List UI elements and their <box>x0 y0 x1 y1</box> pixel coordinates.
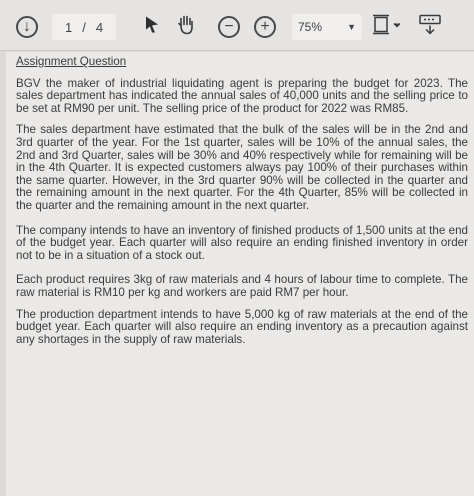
paragraph-budget-intro: BGV the maker of industrial liquidating agent is preparing the budget for 2023. The sales department has indicated the annual sales of 40,000 units and the selling price to be set at RM90 per unit. The selling price of the product for 2022 was RM85. <box>16 76 468 115</box>
paragraph-raw-material-labour: Each product requires 3kg of raw materials and 4 hours of labour time to complete. The raw material is RM10 per kg and workers are paid RM7 per hour. <box>16 273 468 299</box>
zoom-select[interactable] <box>292 14 362 40</box>
hand-pan-icon[interactable] <box>176 14 196 41</box>
download-arrow-icon[interactable]: ↓ <box>16 16 38 38</box>
page-separator: / <box>82 19 86 35</box>
page-total: 4 <box>95 19 104 35</box>
page-indicator[interactable] <box>52 14 116 40</box>
chevron-down-icon: ▼ <box>347 22 356 32</box>
zoom-in-icon[interactable]: + <box>254 16 276 38</box>
page-current[interactable]: 1 <box>64 19 73 35</box>
paragraph-sales-estimate: The sales department have estimated that the bulk of the sales will be in the 2nd and 3rd quarter of the year. For the 1st quarter, sales will be 10% of the annual sales, the 2nd and 3rd Quarter, sales will be 30% and 40% respectively while for remaining will be in the 4th Quarter. It is expected customers always pay 100% of their purchases within the same quarter. However, in the 3rd quarter 90% will be collected in the quarter and the remaining amount in the next quarter. For the 4th Quarter, 85% will be collected in the quarter and the remaining amount in the next quarter. <box>16 123 468 212</box>
zoom-value: 75% <box>298 20 323 34</box>
fit-page-icon[interactable] <box>372 14 400 41</box>
paragraph-finished-inventory: The company intends to have an inventory of finished products of 1,500 units at the end of the budget year. Each quarter will also require an ending finished inventory in order not to be in a situation of a stock out. <box>16 223 468 262</box>
zoom-out-icon[interactable]: − <box>218 16 240 38</box>
pdf-toolbar <box>0 0 474 51</box>
assignment-heading: Assignment Question <box>16 55 127 68</box>
document-content <box>16 56 468 355</box>
document-page <box>6 52 474 496</box>
select-cursor-icon[interactable] <box>144 16 160 39</box>
paragraph-production-inventory: The production department intends to have 5,000 kg of raw materials at the end of the budget year. Each quarter will also require an ending inventory as a precaution against any shortages in the supply of raw materials. <box>16 307 468 346</box>
more-tools-icon[interactable] <box>418 14 442 41</box>
